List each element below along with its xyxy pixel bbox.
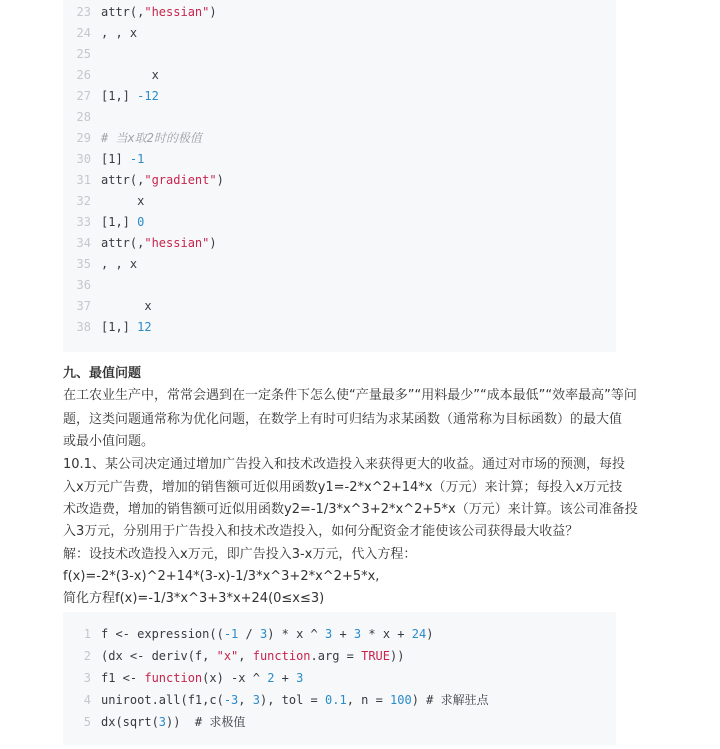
code-line	[63, 296, 616, 317]
line-number: 26	[76, 68, 91, 82]
code-line	[63, 86, 616, 107]
line-number: 2	[83, 649, 91, 663]
paragraph-line: 入3万元，分别用于广告投入和技术改造投入，如何分配资金才能使该公司获得最大收益？	[63, 524, 579, 539]
code-text	[101, 149, 144, 170]
code-token: 3	[325, 627, 333, 641]
code-text	[101, 65, 159, 86]
line-number: 30	[76, 152, 91, 166]
code-line	[63, 668, 616, 689]
line-number: 31	[76, 173, 91, 187]
code-text	[101, 128, 202, 149]
code-token: x	[101, 299, 152, 313]
paragraph-line: 题，这类问题通常称为优化问题，在数学上有时可归结为求某函数（通常称为目标函数）的最大值	[63, 412, 623, 427]
line-number: 34	[76, 236, 91, 250]
line-number: 1	[83, 627, 91, 641]
code-token: x	[101, 68, 159, 82]
paragraph-line: 简化方程f(x)=-1/3*x^3+3*x+24(0≤x≤3)	[63, 591, 325, 606]
code-text	[101, 233, 217, 254]
code-token: , , x	[101, 26, 138, 40]
code-token: )	[426, 627, 434, 641]
code-token: -1	[223, 627, 239, 641]
code-text	[101, 668, 303, 689]
code-block-2	[63, 612, 616, 745]
code-block-1	[63, 0, 616, 352]
code-line	[63, 191, 616, 212]
code-token: [1,]	[101, 320, 138, 334]
code-token: /	[238, 627, 260, 641]
code-token: function	[144, 671, 203, 685]
code-token: ) * x ^	[267, 627, 325, 641]
line-number: 29	[76, 131, 91, 145]
code-line	[63, 690, 616, 711]
code-token: +	[274, 671, 297, 685]
code-token: 0	[137, 215, 145, 229]
code-text	[101, 690, 489, 711]
code-token: (dx <- deriv(f,	[101, 649, 217, 663]
line-number: 38	[76, 320, 91, 334]
code-text	[101, 23, 137, 44]
line-number: 27	[76, 89, 91, 103]
line-number: 36	[76, 278, 91, 292]
code-token: )	[209, 5, 217, 19]
code-token: 0.1	[325, 693, 347, 707]
code-token: (x) -x ^	[202, 671, 268, 685]
paragraph-line: 在工农业生产中，常常会遇到在一定条件下怎么使“产量最多”“用料最少”“成本最低”“效率最高”等问	[63, 388, 637, 403]
code-line	[63, 128, 616, 149]
code-token: [1]	[101, 152, 130, 166]
code-text	[101, 191, 144, 212]
code-text	[101, 712, 245, 733]
code-line	[63, 317, 616, 338]
line-number: 28	[76, 110, 91, 124]
code-token: "x"	[216, 649, 239, 663]
code-token: "gradient"	[144, 173, 217, 187]
paragraph-line: 或最小值问题。	[63, 434, 155, 449]
code-line	[63, 65, 616, 86]
code-text	[101, 86, 159, 107]
code-token: 2	[267, 671, 275, 685]
code-token: uniroot.all(f1,c(	[101, 693, 224, 707]
code-text	[101, 212, 144, 233]
code-token: 12	[137, 320, 152, 334]
line-number: 25	[76, 47, 91, 61]
code-line	[63, 212, 616, 233]
code-token: 3	[252, 693, 260, 707]
code-line	[63, 275, 616, 296]
code-line	[63, 149, 616, 170]
code-token: f <- expression((	[101, 627, 224, 641]
code-line	[63, 646, 616, 667]
code-token: 24	[411, 627, 427, 641]
code-token: -12	[137, 89, 159, 103]
code-line	[63, 233, 616, 254]
code-token: 3	[353, 627, 362, 641]
code-token: 3	[296, 671, 304, 685]
code-token: -1	[129, 152, 145, 166]
code-line	[63, 107, 616, 128]
code-token: * x +	[361, 627, 412, 641]
code-token: , , x	[101, 257, 138, 271]
code-line	[63, 712, 616, 733]
code-token: "hessian"	[144, 5, 210, 19]
code-token: [1,]	[101, 89, 138, 103]
paragraph-line: 解：设技术改造投入x万元，即广告投入3-x万元，代入方程：	[63, 547, 417, 562]
line-number: 32	[76, 194, 91, 208]
code-token: +	[332, 627, 354, 641]
paragraph-line: f(x)=-2*(3-x)^2+14*(3-x)-1/3*x^3+2*x^2+5*x,	[63, 569, 380, 584]
code-text	[101, 646, 404, 667]
paragraph-line: 术改造费，增加的销售额可近似用函数y2=-1/3*x^3+2*x^2+5*x（万元）来计算。该公司准备投	[63, 502, 638, 517]
code-text	[101, 254, 137, 275]
code-text	[101, 170, 224, 191]
code-token: [1,]	[101, 215, 138, 229]
code-token: -3	[223, 693, 239, 707]
code-token: )	[216, 173, 224, 187]
code-line	[63, 624, 616, 645]
code-line	[63, 44, 616, 65]
paragraph-line: 10.1、某公司决定通过增加广告投入和技术改造投入来获得更大的收益。通过对市场的预测，每投	[63, 457, 625, 472]
code-token: f1 <-	[101, 671, 145, 685]
code-line	[63, 2, 616, 23]
line-number: 23	[76, 5, 91, 19]
code-line	[63, 254, 616, 275]
code-token: ), tol =	[259, 693, 325, 707]
code-token: 100	[390, 693, 412, 707]
code-token: ))	[390, 649, 405, 663]
code-token: )	[209, 236, 217, 250]
code-token: ,	[238, 693, 253, 707]
code-token: attr(,	[101, 5, 145, 19]
code-token: 3	[158, 715, 167, 729]
code-text	[101, 296, 152, 317]
line-number: 33	[76, 215, 91, 229]
line-number: 24	[76, 26, 91, 40]
code-token: 3	[259, 627, 268, 641]
code-token: dx(sqrt(	[101, 715, 159, 729]
code-token: "hessian"	[144, 236, 210, 250]
code-line	[63, 170, 616, 191]
section-heading: 九、最值问题	[63, 366, 142, 381]
line-number: 3	[83, 671, 91, 685]
code-text	[101, 624, 433, 645]
code-token: , n =	[346, 693, 391, 707]
code-token: TRUE	[361, 649, 391, 663]
code-token: attr(,	[101, 236, 145, 250]
code-line	[63, 23, 616, 44]
code-text	[101, 2, 217, 23]
code-token: ,	[238, 649, 253, 663]
line-number: 5	[83, 715, 91, 729]
line-number: 37	[76, 299, 91, 313]
code-token: attr(,	[101, 173, 145, 187]
code-text	[101, 317, 152, 338]
code-token: x	[101, 194, 145, 208]
line-number: 35	[76, 257, 91, 271]
paragraph-line: 入x万元广告费，增加的销售额可近似用函数y1=-2*x^2+14*x（万元）来计算；每投入x万元技	[63, 480, 623, 495]
code-token: function	[252, 649, 311, 663]
code-token: )) # 求极值	[166, 715, 246, 729]
code-token: # 当x取2时的极值	[101, 131, 202, 145]
code-token: .arg =	[310, 649, 362, 663]
code-token: ) # 求解驻点	[411, 693, 489, 707]
line-number: 4	[83, 693, 91, 707]
